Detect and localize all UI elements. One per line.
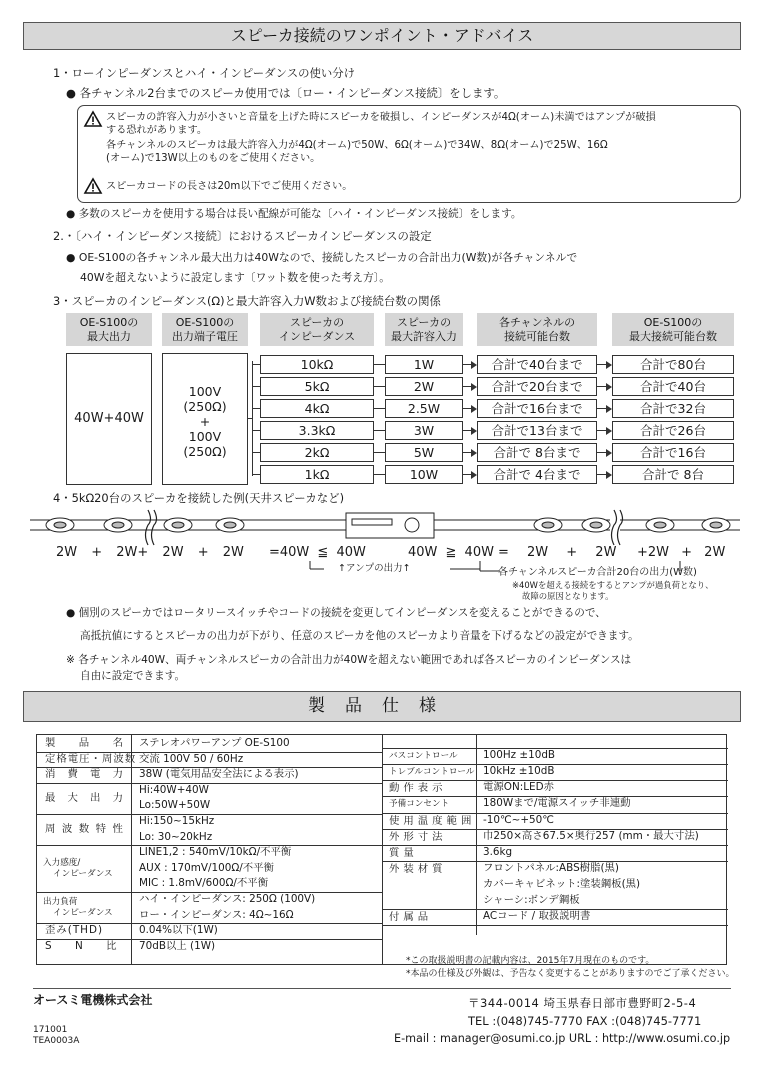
spec-value: シャーシ:ボンデ鋼板 [483,893,580,906]
spec-label: トレブルコントロール [389,766,475,777]
notes-bullet-line2: 高抵抗値にするとスピーカの出力が下がり、任意のスピーカを他のスピーカより音量を下げるなどの設定ができます。 [80,630,639,642]
spec-label: 最大出力 [45,791,136,804]
warning-icon [84,111,102,127]
power-cell: 5W [385,443,463,462]
spec-value: カバーキャビネット:塗装鋼板(黒) [483,878,641,890]
speaker-wiring-diagram [30,505,740,545]
spec-value: 交流 100V 50 / 60Hz [139,752,244,765]
spec-label: 定格電圧・周波数 [45,752,137,765]
power-cell: 2W [385,377,463,396]
section1-bullet1: ● 各チャンネル2台までのスピーカ使用では〔ロー・インピーダンス接続〕をします。 [66,86,506,100]
warning-box [77,105,741,203]
page-title: スピーカ接続のワンポイント・アドバイス [230,26,534,45]
spec-label: バスコントロール [389,751,458,761]
spec-label: 質量 [389,847,418,860]
section2-title: 2.・〔ハイ・インピーダンス接続〕におけるスピーカインピーダンスの設定 [53,229,432,243]
warning1-line1: スピーカの許容入力が小さいと音量を上げた時にスピーカを破損し、インピーダンスが4Ω(オーム)未満ではアンプが破損 [106,112,656,123]
per-channel-cell: 合計で16台まで [477,399,597,418]
per-channel-cell: 合計で 8台まで [477,443,597,462]
connector-line [374,452,385,453]
equation-equals-left: =40W ≦ 40W [269,545,366,560]
spec-value: AUX : 170mV/100Ω/不平衡 [139,861,274,874]
per-channel-cell: 合計で20台まで [477,377,597,396]
company-name: オースミ電機株式会社 [33,993,153,1007]
spec-label: 製品名 [45,737,147,749]
spec-value: ACコード / 取扱説明書 [483,909,591,922]
spec-value: 100Hz ±10dB [483,749,556,761]
speaker-icon [216,518,244,532]
power-cell: 2.5W [385,399,463,418]
voltage-cell: 100V (250Ω) + 100V (250Ω) [162,353,248,485]
spec-value: 電源ON:LED赤 [483,780,554,793]
bullet-icon: ● [66,208,79,220]
spec-value: ステレオパワーアンプ OE-S100 [139,737,290,749]
section1-title: 1・ローインピーダンスとハイ・インピーダンスの使い分け [53,66,356,80]
section1-bullet2: ● 多数のスピーカを使用する場合は長い配線が可能な〔ハイ・インピーダンス接続〕をします。 [66,208,522,220]
footer-divider [33,988,731,989]
spec-band [23,691,741,722]
section4-note-line2: 故障の原因となります。 [522,591,614,601]
col-header-voltage: OE-S100の 出力端子電圧 [162,313,248,346]
doc-code2: TEA0003A [33,1036,80,1046]
spec-label: SN比 [45,939,140,952]
max-total-cell: 合計で80台 [612,355,734,374]
power-cell: 1W [385,355,463,374]
spec-value: Hi:40W+40W [139,783,209,796]
max-total-cell: 合計で32台 [612,399,734,418]
warning2: スピーカコードの長さは20m以下でご使用ください。 [106,181,353,192]
spec-value: LINE1,2 : 540mV/10kΩ/不平衡 [139,846,292,859]
spec-label: 消費電力 [45,768,136,781]
connector-line [252,452,260,453]
impedance-cell: 5kΩ [260,377,374,396]
spec-value: ハイ・インピーダンス: 250Ω (100V) [139,893,316,905]
spec-label: インピーダンス [53,907,113,918]
spec-label: インピーダンス [53,868,113,879]
spec-label: 歪み(THD) [45,924,104,937]
impedance-cell: 1kΩ [260,465,374,484]
spec-label: 付属品 [389,910,433,923]
spec-value: 0.04%以下(1W) [139,924,218,937]
max-output-cell: 40W+40W [66,353,152,485]
connector-line [374,364,385,365]
spec-value: ロー・インピーダンス: 4Ω~16Ω [139,908,294,921]
per-channel-cell: 合計で 4台まで [477,465,597,484]
equation-left: 2W + 2W+ 2W + 2W [56,545,244,560]
connector-line [252,474,260,475]
warning1-line2: する恐れがあります。 [106,125,208,136]
spec-label: 予備コンセント [389,799,450,810]
section2-bullet-line2: 40Wを超えないように設定します〔ワット数を使った考え方〕。 [80,271,390,284]
spec-label: 動作表示 [389,781,447,794]
speaker-icon [534,518,562,532]
spec-footnote1: *この取扱説明書の記載内容は、2015年7月現在のものです。 [406,956,655,966]
spec-value: フロントパネル:ABS樹脂(黒) [483,862,619,875]
footer-tel: TEL :(048)745-7770 FAX :(048)745-7771 [468,1014,702,1028]
max-total-cell: 合計で40台 [612,377,734,396]
spec-label: 入力感度/ [43,857,81,868]
connector-line [374,474,385,475]
bullet-icon: ● [66,86,80,100]
per-channel-cell: 合計で13台まで [477,421,597,440]
impedance-cell: 10kΩ [260,355,374,374]
spec-label: 出力負荷 [43,896,78,907]
amplifier-icon [346,513,434,538]
footer-email: E-mail : manager@osumi.co.jp URL : http://www.osumi.co.jp [394,1032,731,1045]
impedance-cell: 3.3kΩ [260,421,374,440]
section4-title: 4・5kΩ20台のスピーカを接続した例(天井スピーカなど) [53,491,345,505]
bullet-icon: ● [66,607,79,619]
spec-value: Hi:150~15kHz [139,815,215,827]
connector-line [252,408,260,409]
impedance-cell: 2kΩ [260,443,374,462]
power-cell: 3W [385,421,463,440]
max-total-cell: 合計で 8台 [612,465,734,484]
section2-bullet-line1: ● OE-S100の各チャンネル最大出力は40Wなので、接続したスピーカの合計出力(W数)が各チャンネルで [66,251,578,264]
connector-line [374,386,385,387]
per-channel-cell: 合計で40台まで [477,355,597,374]
total-label: 各チャンネルスピーカ合計20台の出力(W数) [498,567,697,578]
warning-icon [84,178,102,194]
section4-note-line1: ※40Wを超える接続をするとアンプが過負荷となり、 [512,580,714,590]
spec-table [36,734,727,965]
speaker-icon [46,518,74,532]
notes-asterisk-line1: ※ 各チャンネル40W、両チャンネルスピーカの合計出力が40Wを超えない範囲であれば各スピーカのインピーダンスは [66,654,632,666]
speaker-icon [104,518,132,532]
spec-label: 外装材質 [389,863,447,876]
spec-value: -10℃~+50℃ [483,813,554,826]
warning1-line3: 各チャンネルのスピーカは最大許容入力が4Ω(オーム)で50W、6Ω(オーム)で34W、8Ω(オーム)で25W、16Ω [106,140,608,151]
notes-asterisk-line2: 自由に設定できます。 [80,670,186,682]
impedance-cell: 4kΩ [260,399,374,418]
equation-right-ge: 40W ≧ 40W [408,545,494,560]
spec-value: 180Wまで/電源スイッチ非連動 [483,797,631,810]
bullet-icon: ● [66,251,79,264]
connector-line [374,408,385,409]
spec-label: 外形寸法 [389,830,447,843]
spec-value: 38W (電気用品安全法による表示) [139,768,299,781]
col-header-max-output: OE-S100の 最大出力 [66,313,152,346]
spec-value: 70dB以上 (1W) [139,939,216,952]
spec-row-divider [37,783,382,784]
speaker-icon [646,518,674,532]
max-total-cell: 合計で26台 [612,421,734,440]
doc-code1: 171001 [33,1025,68,1035]
power-cell: 10W [385,465,463,484]
spec-value: Lo: 30~20kHz [139,830,213,843]
spec-footnote2: *本品の仕様及び外観は、予告なく変更することがありますのでご了承ください。 [406,969,735,979]
col-header-max-total: OE-S100の 最大接続可能台数 [612,313,734,346]
spec-value: 巾250×高さ67.5×奥行257 (mm・最大寸法) [483,829,699,842]
spec-title: 製品仕様 [308,696,456,716]
connector-line [252,364,260,365]
footer-address: 〒344-0014 埼玉県春日部市豊野町2-5-4 [468,996,697,1010]
equation-right-tail: +2W + 2W [637,545,726,560]
col-header-impedance: スピーカの インピーダンス [260,313,374,346]
col-header-per-channel: 各チャンネルの 接続可能台数 [477,313,597,346]
spec-value: 10kHz ±10dB [483,764,555,777]
speaker-icon [164,518,192,532]
spec-row-divider [382,925,728,926]
warning1-line4: (オーム)で13W以上のものをご使用ください。 [106,153,321,164]
connector-line [252,386,260,387]
max-total-cell: 合計で16台 [612,443,734,462]
speaker-icon [582,518,610,532]
col-header-power: スピーカの 最大許容入力 [385,313,463,346]
amp-output-label: ↑アンプの出力↑ [338,563,411,574]
spec-label: 周波数特性 [45,822,130,835]
spec-value: 3.6kg [483,846,513,859]
equation-right: = 2W + 2W [498,545,617,560]
notes-bullet-line1: ● 個別のスピーカではロータリースイッチやコードの接続を変更してインピーダンスを変えることができるので、 [66,607,606,619]
header-band [23,22,741,50]
section3-title: 3・スピーカのインピーダンス(Ω)と最大許容入力W数および接続台数の関係 [53,294,441,308]
connector-line [374,430,385,431]
spec-value: Lo:50W+50W [139,799,211,812]
spec-row-divider [382,845,728,846]
connector-line [248,418,253,419]
speaker-icon [702,518,730,532]
connector-line [252,430,260,431]
spec-value: MIC : 1.8mV/600Ω/不平衡 [139,877,269,890]
spec-label: 使用温度範囲 [389,814,476,827]
